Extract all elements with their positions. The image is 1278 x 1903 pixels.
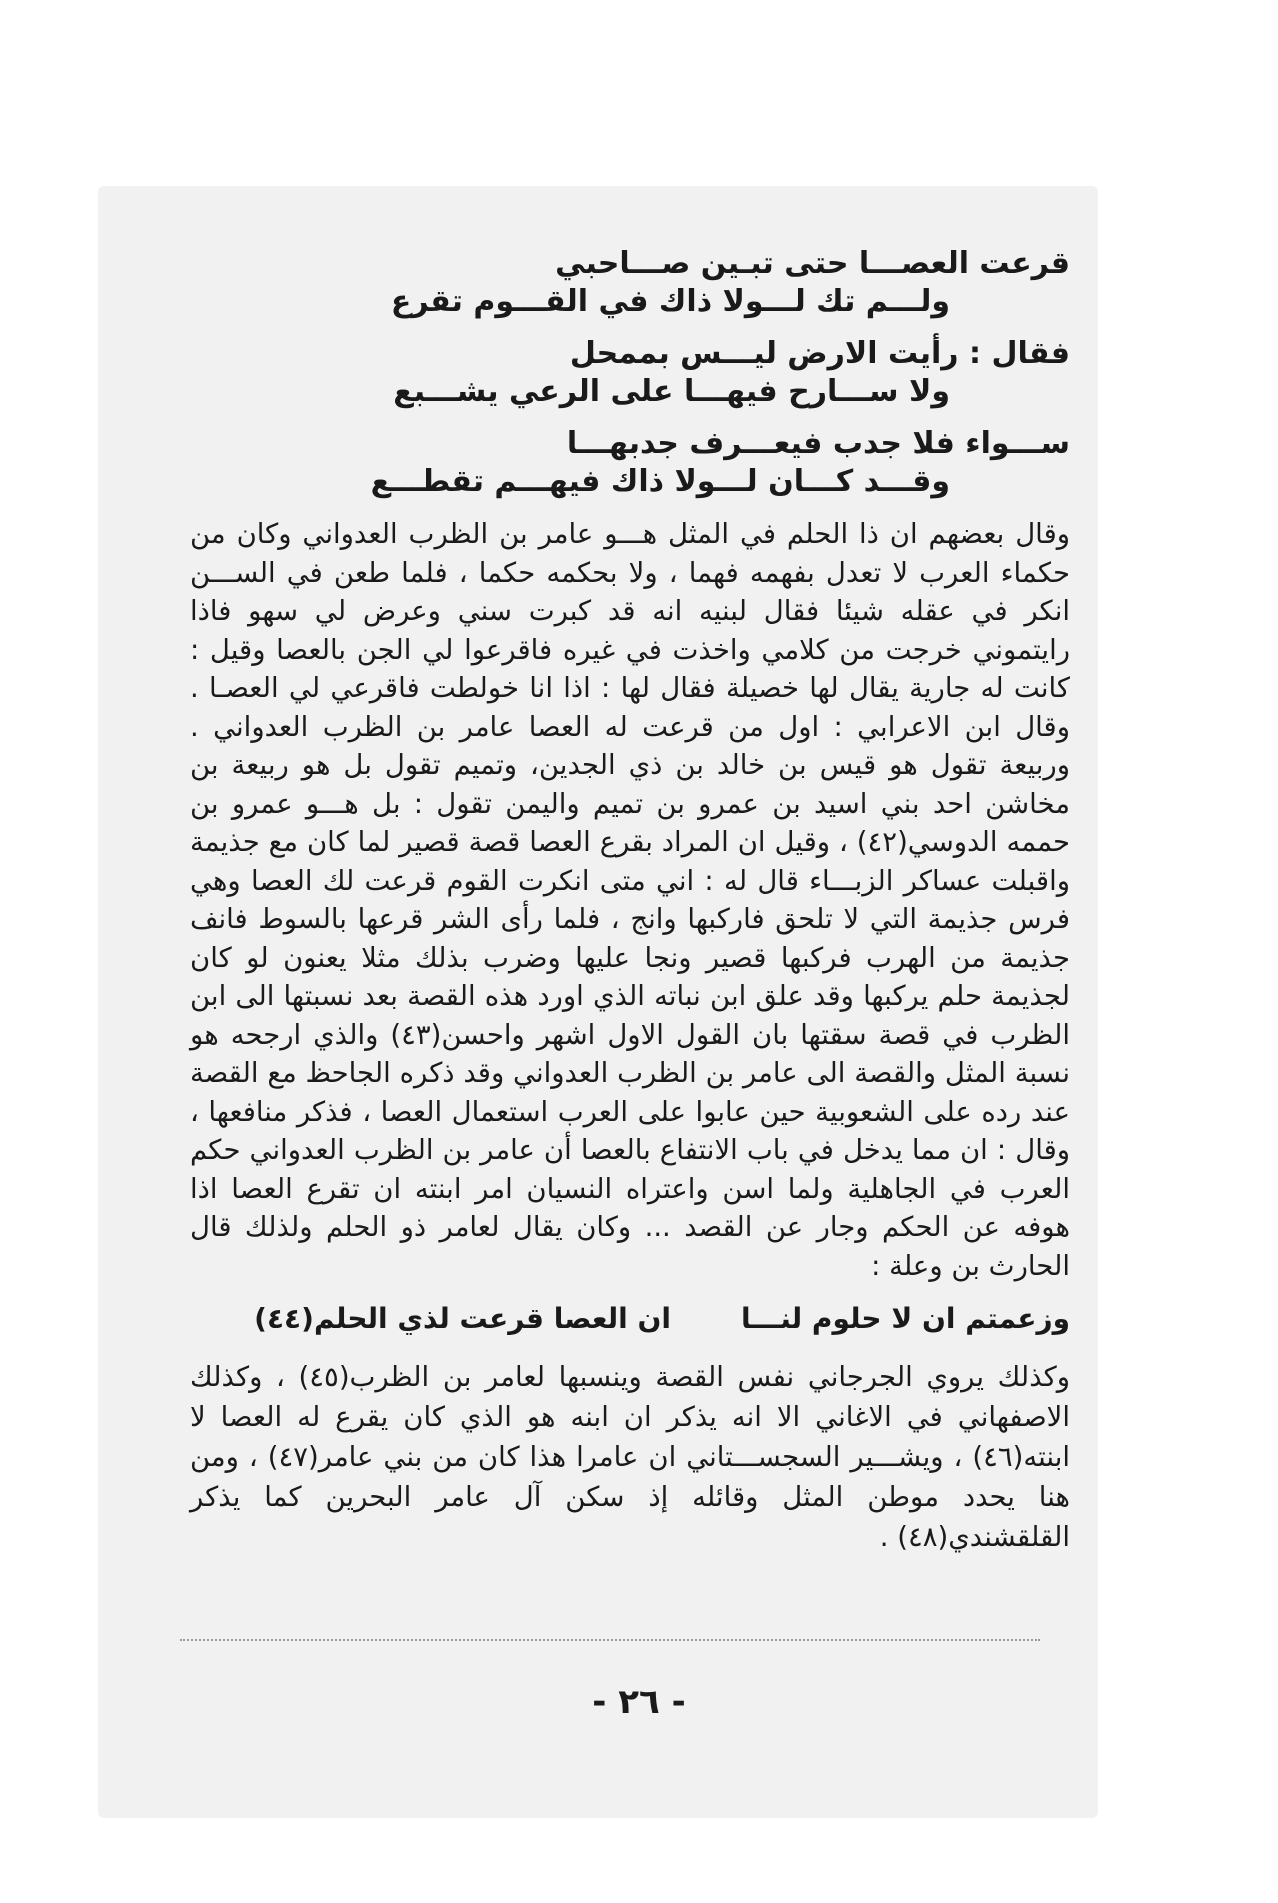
verse-line: وقـــد كـــان لـــولا ذاك فيهـــم تقطـــع (370, 464, 950, 499)
couplet-hemistich: ان العصا قرعت لذي الحلم(٤٤) (254, 1302, 671, 1335)
verse-line: ســـواء فلا جدب فيعـــرف جدبهـــا (566, 426, 1070, 461)
verse-line: قرعت العصـــا حتى تبـين صـــاحبي (555, 246, 1070, 281)
quoted-couplet (190, 1299, 1070, 1339)
couplet-hemistich: وزعمتم ان لا حلوم لنـــا (741, 1302, 1070, 1335)
scan-noise-divider (180, 1639, 1040, 1643)
verse-line: ولا ســـارح فيهـــا على الرعي يشـــبع (393, 374, 950, 409)
verse-line: ولـــم تك لـــولا ذاك في القـــوم تقرع (390, 284, 950, 319)
body-paragraph: وكذلك يروي الجرجاني نفس القصة وينسبها لعامر بن الظرب(٤٥) ، وكذلك الاصفهاني في الاغاني الا انه يذكر ان ابنه هو الذي كان يقرع له العصا لا ابنته(٤٦) ، ويشـــير السجســـتاني ان عامرا هذا كان من بني عامر(٤٧) ، ومن هنا يحدد موطن المثل وقائله إذ سكن آل عامر البحرين كما يذكر القلقشندي(٤٨) . (190, 1361, 1070, 1553)
body-paragraph: وقال بعضهم ان ذا الحلم في المثل هـــو عامر بن الظرب العدواني وكان من حكماء العرب لا تعدل بفهمه فهما ، ولا بحكمه حكما ، فلما طعن في الســـن انكر في عقله شيئا فقال لبنيه انه قد كبرت سني وعرض لي سهو فاذا رايتموني خرجت من كلامي واخذت في غيره فاقرعوا لي الجن بالعصا وقيل : كانت له جارية يقال لها خصيلة فقال لها : اذا انا خولطت فاقرعي لي العصـا . وقال ابن الاعرابي : اول من قرعت له العصا عامر بن الظرب العدواني . وربيعة تقول هو قيس بن خالد بن ذي الجدين، وتميم تقول بل هو ربيعة بن مخاشن احد بني اسيد بن عمرو بن تميم واليمن تقول : بل هـــو عمرو بن حممه الدوسي(٤٢) ، وقيل ان المراد بقرع العصا قصة قصير لما كان مع جذيمة واقبلت عساكر الزبـــاء قال له : اني متى انكرت القوم قرعت لك العصا وهي فرس جذيمة التي لا تلحق فاركبها وانج ، فلما رأى الشر قرعها بالسوط فانف جذيمة من الهرب فركبها قصير ونجا عليها وضرب بذلك مثلا يعنون لو كان لجذيمة حلم يركبها وقد علق ابن نباته الذي اورد هذه القصة بعد نسبتها الى ابن الظرب في قصة سقتها بان القول الاول اشهر واحسن(٤٣) والذي ارجحه هو نسبة المثل والقصة الى عامر بن الظرب العدواني وقد ذكره الجاحظ مع القصة عند رده على الشعوبية حين عابوا على العرب استعمال العصا ، فذكر منافعها ، وقال : ان مما يدخل في باب الانتفاع بالعصا أن عامر بن الظرب العدواني حكم العرب في الجاهلية ولما اسن واعتراه النسيان امر ابنته ان تقرع العصا اذا هوفه عن الحكم وجار عن القصد ... وكان يقال لعامر ذو الحلم ولذلك قال الحارث بن وعلة : (190, 518, 1070, 1282)
text-body (190, 245, 1070, 1557)
verse-line: فقال : رأيت الارض ليـــس بممحل (569, 336, 1070, 371)
page-number: - ٢٦ - (592, 1682, 686, 1722)
